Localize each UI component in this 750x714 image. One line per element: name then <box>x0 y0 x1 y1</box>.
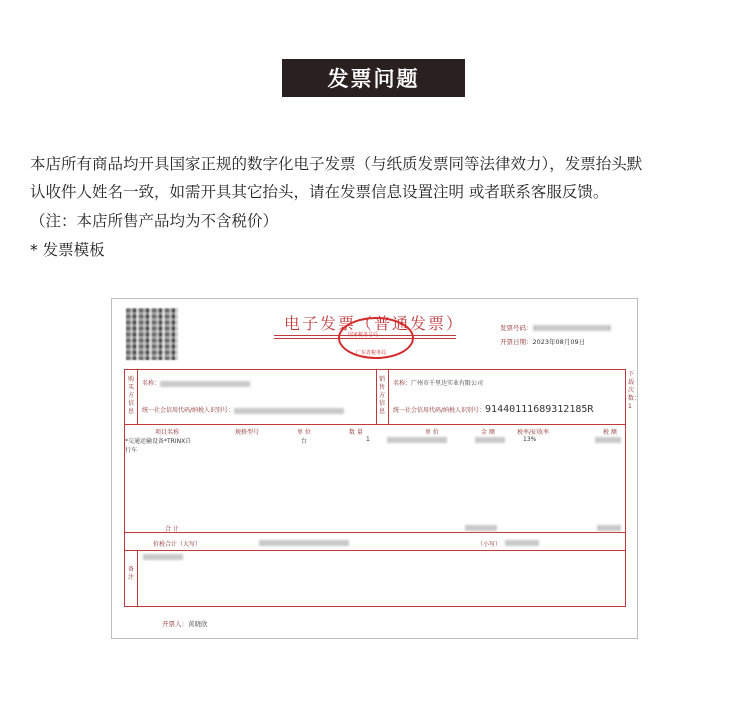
remarks-label: 备注 <box>127 566 134 581</box>
tax-note: （注：本店所售产品均为不含税价） <box>30 212 279 230</box>
invoice-number <box>500 323 611 332</box>
col-amount: 金 额 <box>481 429 495 436</box>
redacted-value <box>475 437 505 443</box>
drawer-name: 黄晓欣 <box>188 620 208 628</box>
item-name-line-1: *交通运输设备*TRINX自 <box>125 438 192 445</box>
invoice-title: 电子发票（普通发票） <box>284 314 465 333</box>
section-title: 发票问题 <box>282 59 465 97</box>
redacted-value <box>533 325 611 331</box>
col-tax-rate: 税率/征收率 <box>517 429 550 436</box>
seller-tax-id-label: 统一社会信用代码/纳税人识别号： <box>393 407 486 414</box>
redacted-value <box>143 554 183 560</box>
redacted-value <box>597 525 621 531</box>
buyer-section-label: 购买方信息 <box>127 376 134 415</box>
col-unit: 单 位 <box>297 429 311 436</box>
redacted-value <box>387 437 447 443</box>
buyer-name <box>142 378 250 387</box>
invoice-number-label: 发票号码： <box>500 324 533 332</box>
grid-line <box>125 550 625 551</box>
issue-date <box>500 337 585 346</box>
drawer-label: 开票人： <box>162 620 188 628</box>
grid-line <box>137 370 138 424</box>
invoice-sample-image <box>111 298 641 639</box>
redacted-value <box>505 540 539 546</box>
grid-line <box>125 532 625 533</box>
col-spec: 规格型号 <box>235 429 260 436</box>
qr-code <box>126 308 178 360</box>
grid-line <box>137 550 138 606</box>
grid-line <box>376 370 377 424</box>
buyer-tax-id-label: 统一社会信用代码/纳税人识别号： <box>142 407 235 414</box>
item-rate: 13% <box>523 436 537 443</box>
invoice-template-label: * 发票模板 <box>30 241 105 259</box>
item-qty: 1 <box>366 436 370 443</box>
col-price: 单 价 <box>425 429 439 436</box>
seller-name-label: 名称： <box>393 380 412 387</box>
issue-date-value: 2023年08月09日 <box>532 338 586 346</box>
download-count: 下载次数：1 <box>628 371 641 410</box>
description-line-2: 认收件人姓名一致，如需开具其它抬头，请在发票信息设置注明 或者联系客服反馈。 <box>30 183 609 201</box>
stamp-top-text: 国家税务总局 <box>348 332 379 338</box>
redacted-value <box>465 525 497 531</box>
invoice-drawer <box>162 619 208 628</box>
redacted-value <box>234 408 344 414</box>
redacted-value <box>595 437 621 443</box>
item-name-line-2: 行车 <box>125 447 138 454</box>
item-unit: 台 <box>301 438 308 445</box>
stamp-bottom-text: 广东省税务局 <box>356 350 387 356</box>
redacted-value <box>160 381 250 387</box>
grid-line <box>388 370 389 424</box>
redacted-value <box>259 540 349 546</box>
col-qty: 数 量 <box>349 429 363 436</box>
col-tax: 税 额 <box>603 429 617 436</box>
seller-name <box>393 378 483 387</box>
description-line-1: 本店所有商品均开具国家正规的数字化电子发票（与纸质发票同等法律效力），发票抬头默 <box>30 155 643 173</box>
seller-tax-id-value: 91440111689312185R <box>485 404 594 415</box>
small-total-label: （小写） <box>477 541 502 548</box>
seller-name-value: 广州市千里达实业有限公司 <box>411 380 484 387</box>
col-item-name: 项目名称 <box>155 429 180 436</box>
total-label: 合 计 <box>165 526 179 533</box>
tax-total-label: 价税合计（大写） <box>153 541 202 548</box>
issue-date-label: 开票日期： <box>500 338 533 346</box>
grid-line <box>125 424 625 425</box>
buyer-name-label: 名称： <box>142 380 161 387</box>
seller-tax-id <box>393 404 593 415</box>
invoice-grid <box>124 369 626 607</box>
seller-section-label: 销售方信息 <box>378 376 385 415</box>
buyer-tax-id <box>142 405 344 414</box>
